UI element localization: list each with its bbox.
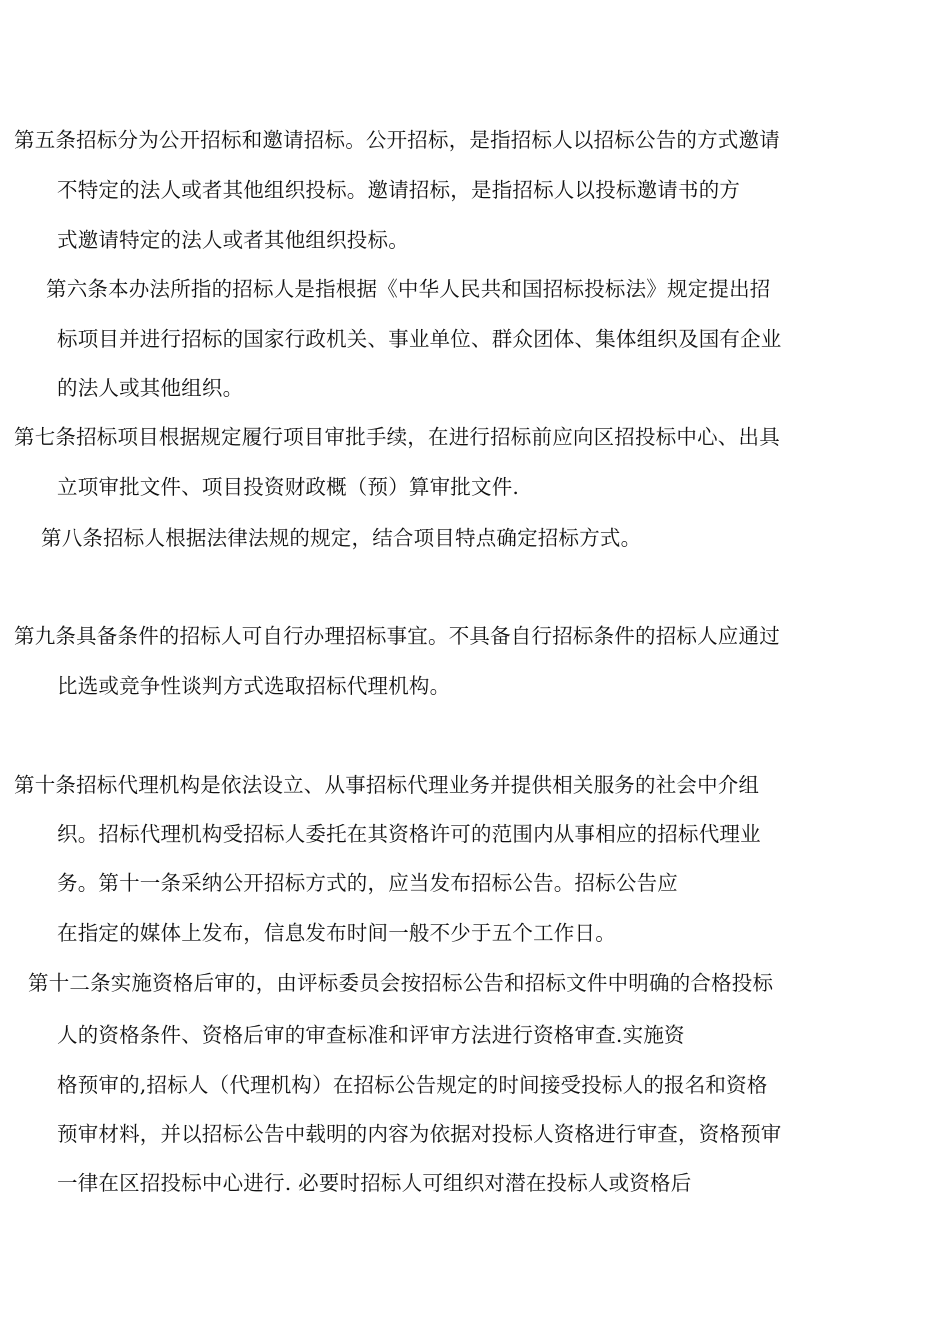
article-10-line-2: 织。招标代理机构受招标人委托在其资格许可的范围内从事相应的招标代理业: [57, 822, 761, 846]
article-6-line-1: 第六条本办法所指的招标人是指根据《中华人民共和国招标投标法》规定提出招: [46, 277, 771, 301]
article-10-line-1: 第十条招标代理机构是依法设立、从事招标代理业务并提供相关服务的社会中介组: [14, 773, 760, 797]
article-9-line-2: 比选或竞争性谈判方式选取招标代理机构。: [57, 674, 451, 698]
article-9-line-1: 第九条具备条件的招标人可自行办理招标事宜。不具备自行招标条件的招标人应通过: [14, 624, 780, 648]
article-5-line-1: 第五条招标分为公开招标和邀请招标。公开招标，是指招标人以招标公告的方式邀请: [14, 128, 780, 152]
article-12-line-2: 人的资格条件、资格后审的审查标准和评审方法进行资格审查.实施资: [57, 1023, 685, 1047]
article-6-line-2: 标项目并进行招标的国家行政机关、事业单位、群众团体、集体组织及国有企业: [57, 327, 782, 351]
article-12-line-3: 格预审的,招标人（代理机构）在招标公告规定的时间接受投标人的报名和资格: [57, 1073, 768, 1097]
article-7-line-1: 第七条招标项目根据规定履行项目审批手续，在进行招标前应向区招投标中心、出具: [14, 425, 780, 449]
article-10-line-3: 务。第十一条采纳公开招标方式的，应当发布招标公告。招标公告应: [57, 871, 678, 895]
article-6-line-3: 的法人或其他组织。: [57, 376, 244, 400]
article-8-line-1: 第八条招标人根据法律法规的规定，结合项目特点确定招标方式。: [41, 526, 642, 550]
article-12-line-4: 预审材料，并以招标公告中载明的内容为依据对投标人资格进行审查，资格预审: [57, 1122, 782, 1146]
article-12-line-1: 第十二条实施资格后审的，由评标委员会按招标公告和招标文件中明确的合格投标: [28, 971, 774, 995]
article-5-line-3: 式邀请特定的法人或者其他组织投标。: [57, 228, 409, 252]
article-7-line-2: 立项审批文件、项目投资财政概（预）算审批文件.: [57, 475, 520, 499]
article-5-line-2: 不特定的法人或者其他组织投标。邀请招标，是指招标人以投标邀请书的方: [57, 178, 741, 202]
article-12-line-5: 一律在区招投标中心进行. 必要时招标人可组织对潜在投标人或资格后: [57, 1171, 692, 1195]
article-11-line-2: 在指定的媒体上发布，信息发布时间一般不少于五个工作日。: [57, 921, 616, 945]
